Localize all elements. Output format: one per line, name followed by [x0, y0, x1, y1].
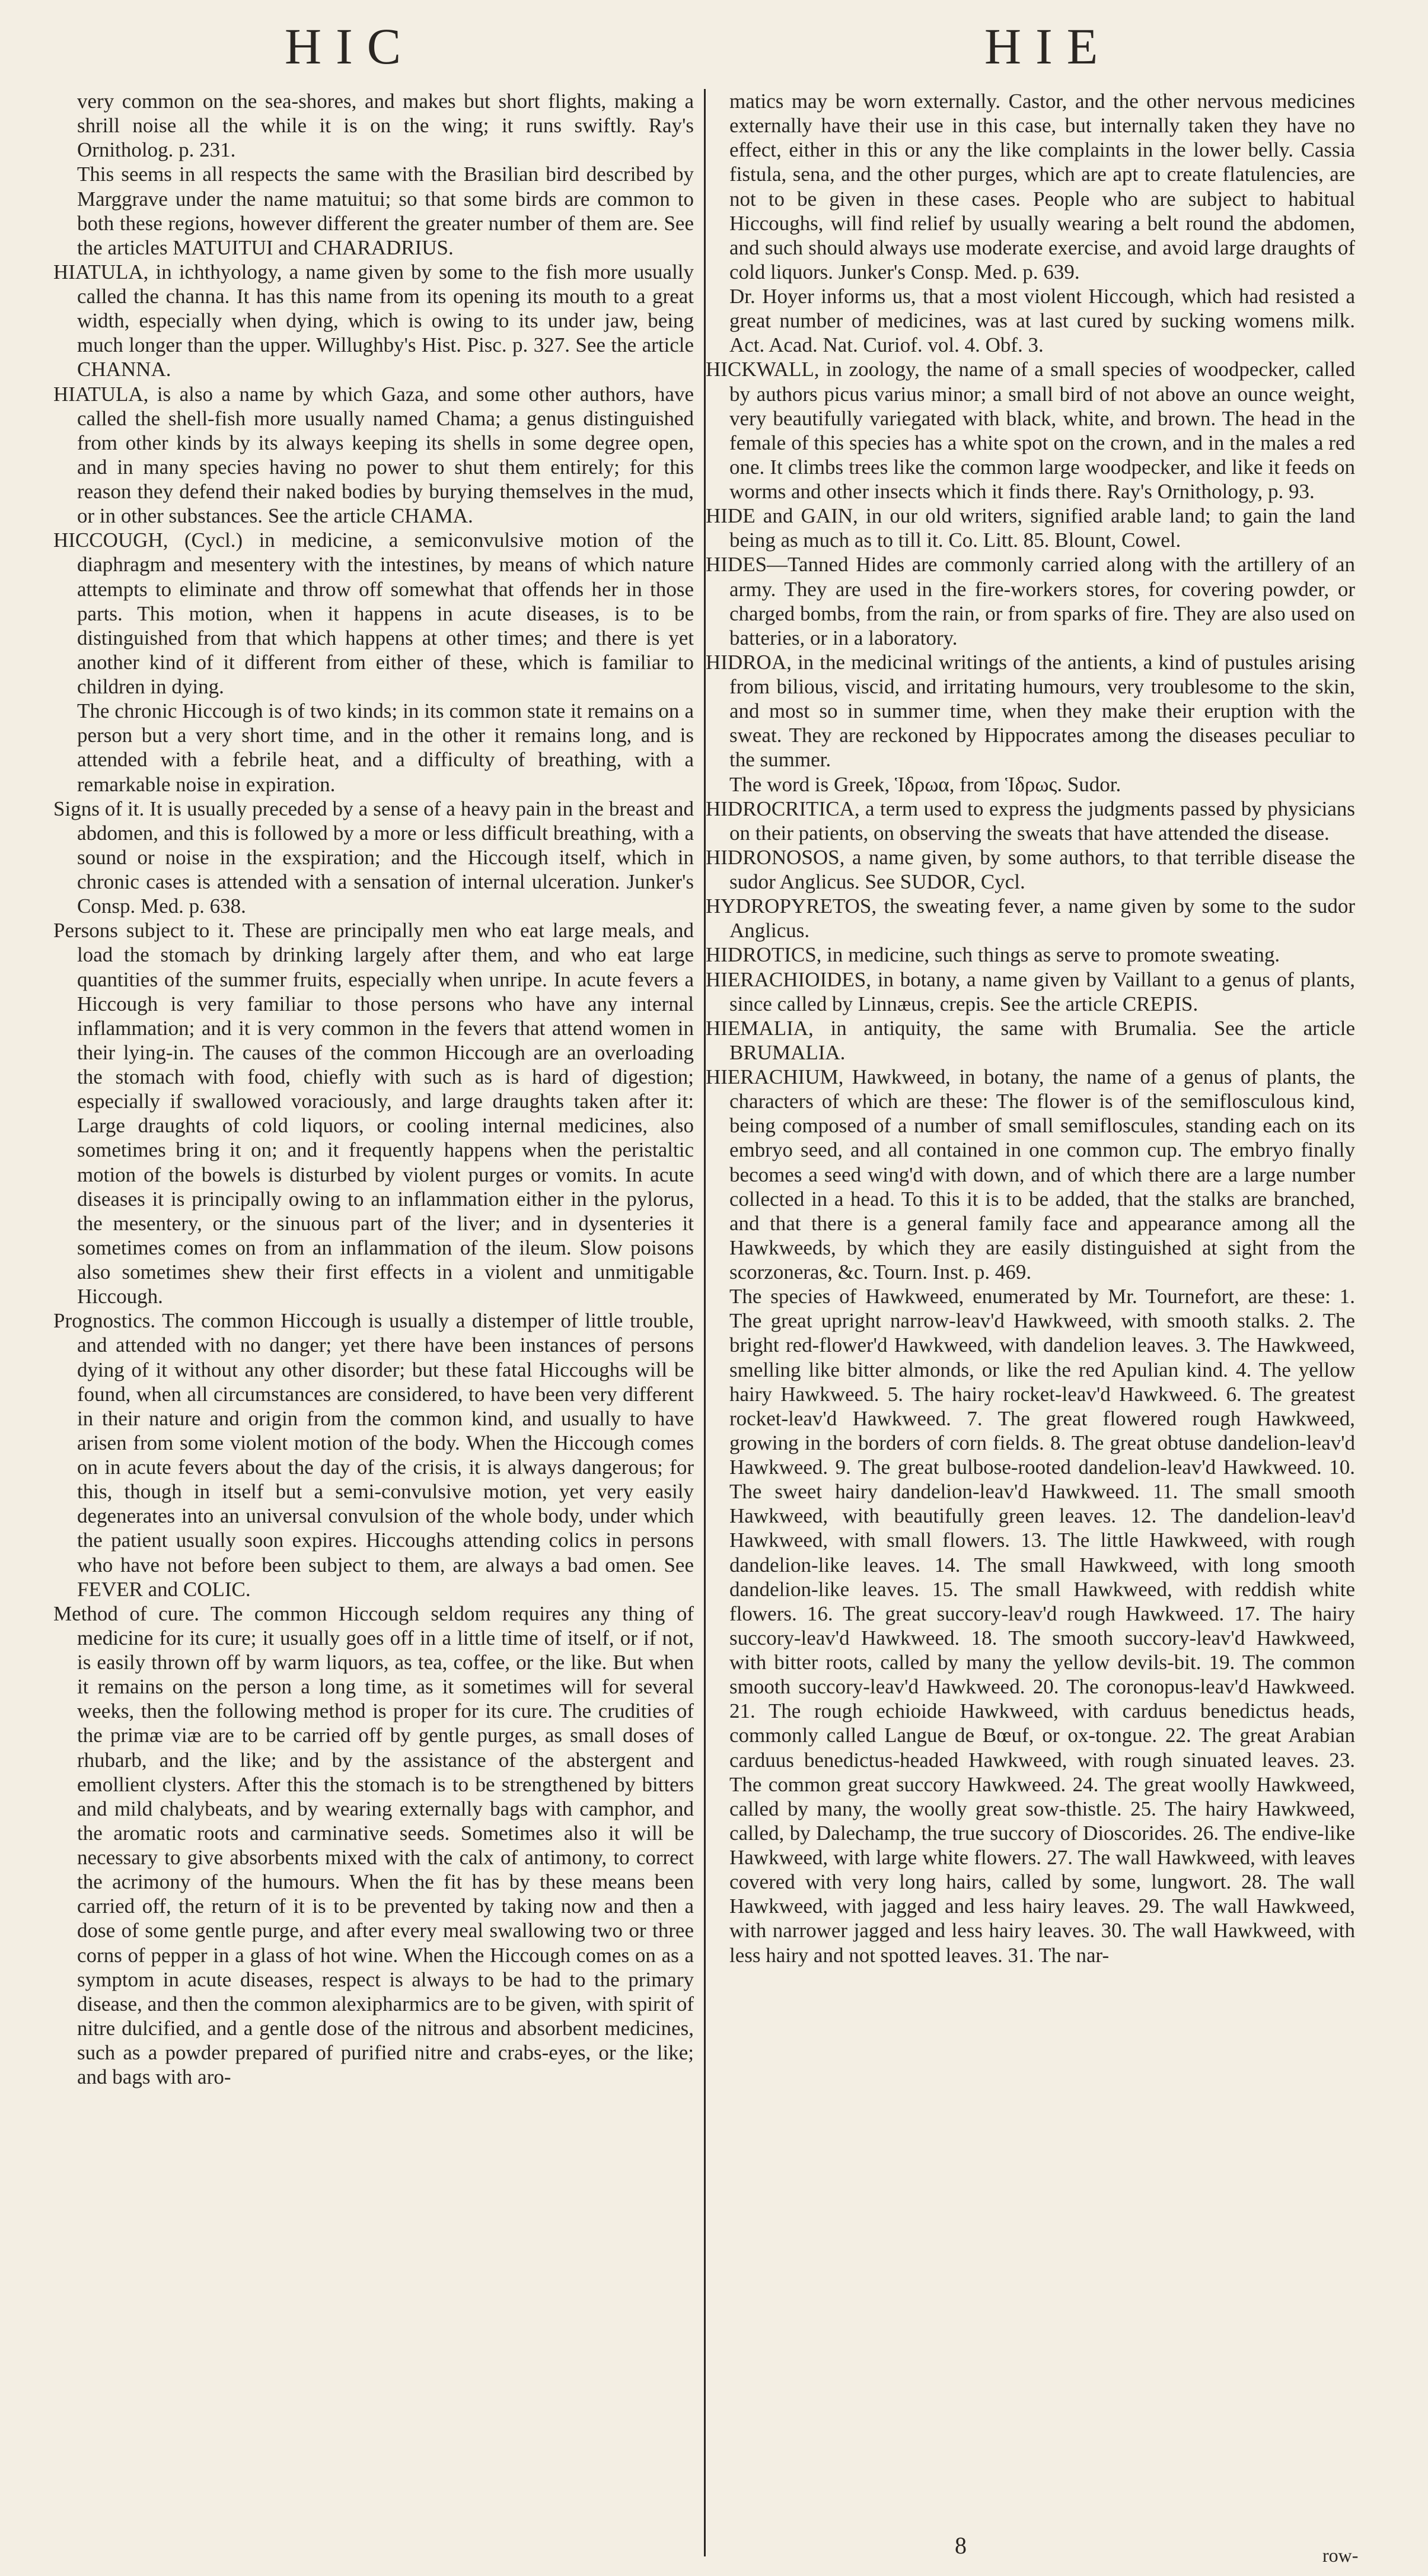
entry-hide: HIDE and GAIN, in our old writers, signified arable land; to gain the land being as much as to till it. Co. Litt. 85. Blount, Cowel. [706, 504, 1355, 552]
entry-hidroa: HIDROA, in the medicinal writings of the antients, a kind of pustules arising from bilious, viscid, and irritating humours, very troublesome to the skin, and most so in summer time, when they make their eruption with the sweat. They are reckoned by Hippocrates among the diseases peculiar to the summer. [706, 650, 1355, 772]
paragraph: This seems in all respects the same with the Brasilian bird described by Marggrave under the name matuitui; so that some birds are common to both these regions, however different the greater number of them are. See the articles MATUITUI and CHARADRIUS. [77, 163, 694, 259]
paragraph: The species of Hawkweed, enumerated by Mr. Tournefort, are these: 1. The great upright narrow-leav'd Hawkweed, with smooth stalks. 2. The bright red-flower'd Hawkweed, with dandelion leaves. 3. The Hawkweed, smelling like bitter almonds, or like the red Apulian kind. 4. The yellow hairy Hawkweed. 5. The hairy rocket-leav'd Hawkweed. 6. The greatest rocket-leav'd Hawkweed. 7. The great flowered rough Hawkweed, growing in the borders of corn fields. 8. The great obtuse dandelion-leav'd Hawkweed. 9. The great bulbose-rooted dandelion-leav'd Hawkweed. 10. The sweet hairy dandelion-leav'd Hawkweed. 11. The small smooth Hawkweed, with beautifully green leaves. 12. The dandelion-leav'd Hawkweed, with small flowers. 13. The little Hawkweed, with rough dandelion-like leaves. 14. The small Hawkweed, with long smooth dandelion-like leaves. 15. The small Hawkweed, with reddish white flowers. 16. The great succory-leav'd rough Hawkweed. 17. The hairy succory-leav'd Hawkweed. 18. The smooth succory-leav'd Hawkweed, with bitter roots, called by many the yellow devils-bit. 19. The common smooth succory-leav'd Hawkweed. 20. The coronopus-leav'd Hawkweed. 21. The rough echioide Hawkweed, with carduus benedictus heads, commonly called Langue de Bœuf, or ox-tongue. 22. The great Arabian carduus benedictus-headed Hawkweed, with rough sinuated leaves. 23. The common great succory Hawkweed. 24. The great woolly Hawkweed, called by many, the woolly great sow-thistle. 25. The hairy Hawkweed, called, by Dalechamp, the true succory of Dioscorides. 26. The endive-like Hawkweed, with large white flowers. 27. The wall Hawkweed, with leaves covered with very long hairs, called by some, lungwort. 28. The wall Hawkweed, with jagged and less hairy leaves. 29. The wall Hawkweed, with narrower jagged and less hairy leaves. 30. The wall Hawkweed, with less hairy and not spotted leaves. 31. The nar- [729, 1285, 1355, 1967]
section-method: Method of cure. The common Hiccough seldom requires any thing of medicine for its cure; it usually goes off in a little time of itself, or if not, is easily thrown off by warm liquors, as tea, coffee, or the like. But when it remains on the person a long time, as it sometimes will for several weeks, then the following method is proper for its cure. The crudities of the primæ viæ are to be carried off by gentle purges, as small doses of rhubarb, and the like; and by the assistance of the abstergent and emollient clysters. After this the stomach is to be strengthened by bitters and mild chalybeats, and by wearing externally bags with camphor, and the aromatic roots and carminative seeds. Sometimes also it will be necessary to give absorbents mixed with the calx of antimony, to correct the acrimony of the humours. When the fit has by these means been carried off, the return of it is to be prevented by taking now and then a dose of some gentle purge, and after every meal swallowing two or three corns of pepper in a glass of hot wine. When the Hiccough comes on as a symptom in acute diseases, respect is always to be had to the primary disease, and then the common alexipharmics are to be given, with spirit of nitre dulcified, and a gentle dose of the nitrous and absorbent medicines, such as a powder prepared of purified nitre and crabs-eyes, or the like; and bags with aro- [53, 1601, 694, 2089]
entry-hiatula-2: HIATULA, is also a name by which Gaza, and some other authors, have called the shell-fish more usually named Chama; a genus distinguished from other kinds by its always keeping its shells in some degree open, and in many species having no power to shut them entirely; for this reason they defend their naked bodies by burying themselves in the mud, or in other substances. See the article CHAMA. [53, 382, 694, 528]
entry-hides: HIDES—Tanned Hides are commonly carried along with the artillery of an army. They are used in the fire-workers stores, for covering powder, or charged bombs, from the rain, or from sparks of fire. They are also used on batteries, or in a laboratory. [706, 553, 1355, 649]
entry-hidronosos: HIDRONOSOS, a name given, by some authors, to that terrible disease the sudor Anglicus. See SUDOR, Cycl. [706, 845, 1355, 893]
page-number: 8 [955, 2532, 967, 2559]
right-column [706, 89, 1355, 1967]
section-persons: Persons subject to it. These are principally men who eat large meals, and load the stomach by drinking largely after them, and who eat large quantities of the summer fruits, especially when unripe. In acute fevers a Hiccough is very familiar to those persons who have any internal inflammation; and it is very common in the fevers that attend women in their lying-in. The causes of the common Hiccough are an overloading the stomach with food, chiefly with such as is hard of digestion; especially if swallowed voraciously, and large draughts taken after it: Large draughts of cold liquors, or cooling internal medicines, also sometimes bring it on; and it frequently happens when the peristaltic motion of the bowels is disturbed by violent purges or vomits. In acute diseases it is principally owing to an inflammation either in the pylorus, the mesentery, or the sinuous part of the liver; and in dysenteries it sometimes comes on from an inflammation of the ileum. Slow poisons also sometimes shew their first effects in a violent and unmitigable Hiccough. [53, 919, 694, 1308]
paragraph: The word is Greek, Ἱδρωα, from Ἱδρως. Sudor. [729, 772, 1121, 796]
left-column [53, 89, 694, 2089]
entry-hierachium: HIERACHIUM, Hawkweed, in botany, the name of a genus of plants, the characters of which are these: The flower is of the semiflosculous kind, being composed of a number of small semifloscules, standing each on its embryo seed, and all contained in one common cup. The embryo finally becomes a seed wing'd with down, and of which there are a large number collected in a head. To this it is to be added, that the stalks are branched, and that there is a general family face and appearance among all the Hawkweeds, by which they are easily distinguished at sight from the scorzoneras, &c. Tourn. Inst. p. 469. [706, 1065, 1355, 1284]
entry-hiemalia: HIEMALIA, in antiquity, the same with Brumalia. See the article BRUMALIA. [706, 1016, 1355, 1064]
entry-hiatula: HIATULA, in ichthyology, a name given by some to the fish more usually called the channa. It has this name from its opening its mouth to a great width, especially when dying, which is owing to its under jaw, being much longer than the upper. Willughby's Hist. Pisc. p. 327. See the article CHANNA. [53, 260, 694, 381]
entry-hierachioides: HIERACHIOIDES, in botany, a name given by Vaillant to a genus of plants, since called by Linnæus, crepis. See the article CREPIS. [706, 967, 1355, 1015]
entry-hidrocritica: HIDROCRITICA, a term used to express the judgments passed by physicians on their patients, on observing the sweats that have attended the disease. [706, 797, 1355, 845]
paragraph: very common on the sea-shores, and makes but short flights, making a shrill noise all the while it is on the wing; it runs swiftly. Ray's Ornitholog. p. 231. [77, 90, 694, 162]
paragraph: matics may be worn externally. Castor, and the other nervous medicines externally have their use in this case, but internally taken they have no effect, either in this or any the like complaints in the lower belly. Cassia fistula, sena, and the other purges, which are apt to create flatulencies, are not to be given in these cases. People who are subject to habitual Hiccoughs, will find relief by usually wearing a belt round the abdomen, and such should always use moderate exercise, and avoid large draughts of cold liquors. Junker's Consp. Med. p. 639. [729, 90, 1355, 284]
paragraph: The chronic Hiccough is of two kinds; in its common state it remains on a person but a very short time, and in the other it remains long, and is attended with a febrile heat, and a difficulty of breathing, with a remarkable noise in expiration. [77, 699, 694, 796]
catchword: row- [1322, 2545, 1359, 2566]
paragraph: Dr. Hoyer informs us, that a most violent Hiccough, which had resisted a great number of medicines, was at last cured by sucking womens milk. Act. Acad. Nat. Curiof. vol. 4. Obf. 3. [729, 285, 1355, 357]
running-head-right: HIE [984, 18, 1113, 75]
entry-hiccough: HICCOUGH, (Cycl.) in medicine, a semiconvulsive motion of the diaphragm and mesentery with the intestines, by means of which nature attempts to eliminate and throw off somewhat that offends her in those parts. This motion, when it happens in acute diseases, is to be distinguished from that which happens at other times; and there is yet another kind of it different from either of these, which is familiar to children in dying. [53, 528, 694, 698]
entry-hydropyretos: HYDROPYRETOS, the sweating fever, a name given by some to the sudor Anglicus. [706, 894, 1355, 942]
running-head-left: HIC [285, 18, 416, 75]
entry-hidrotics: HIDROTICS, in medicine, such things as serve to promote sweating. [706, 943, 1280, 967]
entry-hickwall: HICKWALL, in zoology, the name of a small species of woodpecker, called by authors picus varius minor; a small bird of not above an ounce weight, very beautifully variegated with black, white, and brown. The head in the female of this species has a white spot on the crown, and in the males a red one. It climbs trees like the common large woodpecker, and like it feeds on worms and other insects which it finds there. Ray's Ornithology, p. 93. [706, 358, 1355, 503]
section-prognostics: Prognostics. The common Hiccough is usually a distemper of little trouble, and attended with no danger; yet there have been instances of persons dying of it without any other disorder; but these fatal Hiccoughs will be found, when all circumstances are considered, to have been very different in their nature and origin from the common kind, and usually to have arisen from some violent motion of the body. When the Hiccough comes on in acute fevers about the day of the crisis, it is always dangerous; for this, though in itself but a semi-convulsive motion, yet very easily degenerates into an universal convulsion of the whole body, under which the patient usually soon expires. Hiccoughs attending colics in persons who have not before been subject to them, are always a bad omen. See FEVER and COLIC. [53, 1309, 694, 1601]
section-signs: Signs of it. It is usually preceded by a sense of a heavy pain in the breast and abdomen, and this is followed by a more or less difficult breathing, with a sound or noise in the exspiration; and the Hiccough itself, which in chronic cases is attended with a sensation of internal ulceration. Junker's Consp. Med. p. 638. [53, 797, 694, 918]
